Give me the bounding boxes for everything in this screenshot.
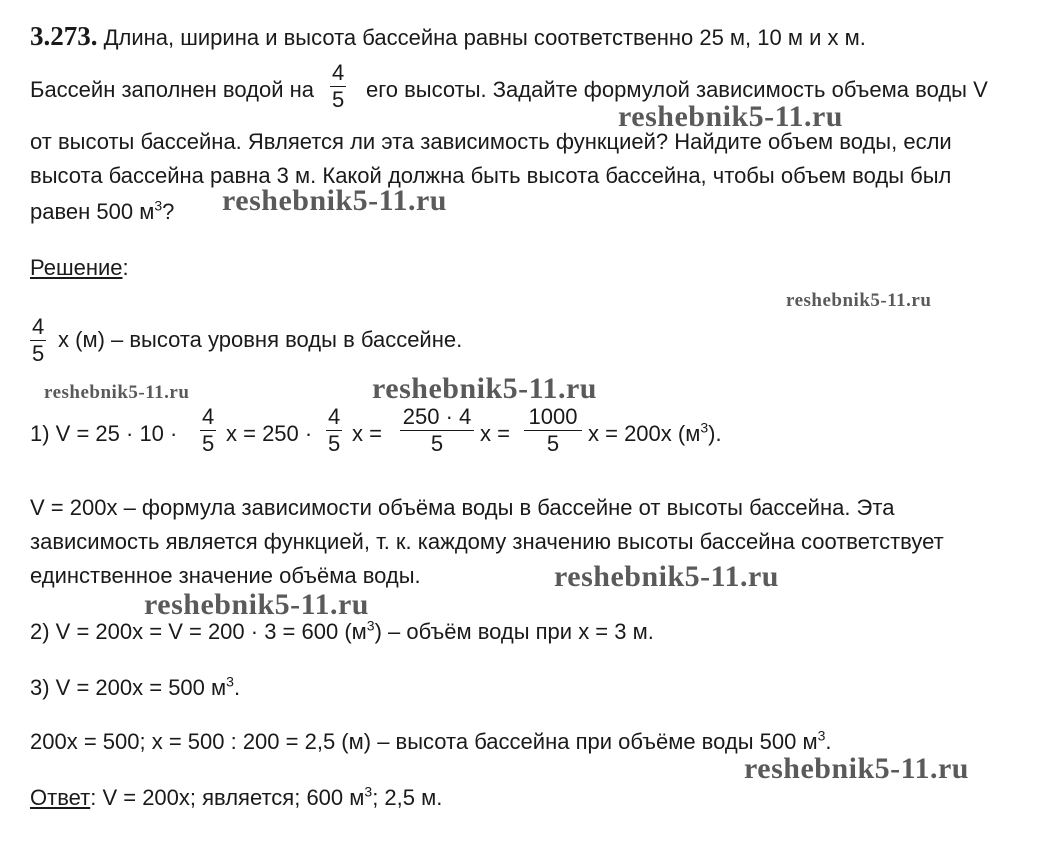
solution-heading [30,254,129,282]
formula-text-1: V = 200х – формула зависимости объёма воды в бассейне от высоты бассейна. Эта [30,495,895,520]
watermark: reshebnik5-11.ru [786,290,932,311]
fraction-numerator: 1000 [524,404,582,431]
step1-x3: х = [480,421,510,446]
step1-fraction-4 [524,404,582,457]
superscript: 3 [154,197,163,214]
watermark: reshebnik5-11.ru [744,752,969,785]
step1-prefix: 1) V = 25 · 10 · [30,421,178,446]
formula-text-3: единственное значение объёма воды. [30,563,421,588]
step1-fraction-2 [326,404,342,457]
step2-text: 2) V = 200х = V = 200 · 3 = 600 (м [30,619,367,644]
problem-line-5-end: ? [162,199,175,224]
solution-heading-colon: : [122,255,129,280]
problem-line-5-text: равен 500 м [30,199,155,224]
step3-text: 3) V = 200х = 500 м [30,675,227,700]
fraction-denominator: 5 [202,431,215,456]
step1-fraction-3 [400,404,474,457]
watermark: reshebnik5-11.ru [372,372,597,405]
fraction-numerator: 4 [32,314,45,339]
step4 [30,728,832,756]
problem-line-3: от высоты бассейна. Является ли эта зависимость функцией? Найдите объем воды, если [30,129,952,154]
water-level-text: х (м) – высота уровня воды в бассейне. [58,327,463,352]
problem-line-5 [30,198,174,226]
superscript: 3 [700,419,709,436]
formula-text-2: зависимость является функцией, т. к. каждому значению высоты бассейна соответствует [30,529,944,554]
answer-label: Ответ [30,785,91,810]
superscript: 3 [364,783,373,800]
fraction-denominator: 5 [328,431,341,456]
fraction-denominator: 5 [32,341,45,366]
step1-tail [588,420,722,448]
step1-tail-end: ). [708,421,722,446]
water-level-fraction [30,314,46,367]
watermark: reshebnik5-11.ru [222,184,447,217]
superscript: 3 [366,617,375,634]
problem-text-1: Длина, ширина и высота бассейна равны соответственно 25 м, 10 м и х м. [97,25,866,50]
step2 [30,618,654,646]
fraction-denominator: 5 [332,87,345,112]
problem-line-4: высота бассейна равна 3 м. Какой должна быть высота бассейна, чтобы объем воды был [30,163,952,188]
watermark: reshebnik5-11.ru [554,560,779,593]
problem-line-1 [30,22,866,52]
fraction-numerator: 4 [332,60,345,85]
problem-fraction [330,60,346,113]
problem-line-2b: его высоты. Задайте формулой зависимость объема воды V [366,77,988,102]
fraction-numerator: 4 [202,404,215,429]
fraction-numerator: 250 · 4 [400,404,474,431]
problem-number: 3.273. [30,21,98,51]
fraction-denominator: 5 [430,431,444,456]
step1-x1: х = 250 · [226,421,313,446]
answer-text: : V = 200х; является; 600 м [90,785,365,810]
watermark: reshebnik5-11.ru [144,588,369,621]
answer-end: ; 2,5 м. [372,785,443,810]
watermark: reshebnik5-11.ru [618,100,843,133]
answer [30,784,442,812]
watermark: reshebnik5-11.ru [44,382,190,403]
step4-text: 200х = 500; х = 500 : 200 = 2,5 (м) – высота бассейна при объёме воды 500 м [30,729,818,754]
step1-tail-text: х = 200х (м [588,421,701,446]
fraction-numerator: 4 [328,404,341,429]
step3-end: . [233,675,241,700]
solution-heading-text: Решение [30,255,123,280]
superscript: 3 [817,727,826,744]
superscript: 3 [226,673,234,690]
step3 [30,674,240,702]
step1-fraction-1 [200,404,216,457]
step4-end: . [825,729,832,754]
step1-x2: х = [352,421,382,446]
fraction-denominator: 5 [546,431,560,456]
problem-line-2a: Бассейн заполнен водой на [30,77,314,102]
step2-end: ) – объём воды при х = 3 м. [374,619,654,644]
